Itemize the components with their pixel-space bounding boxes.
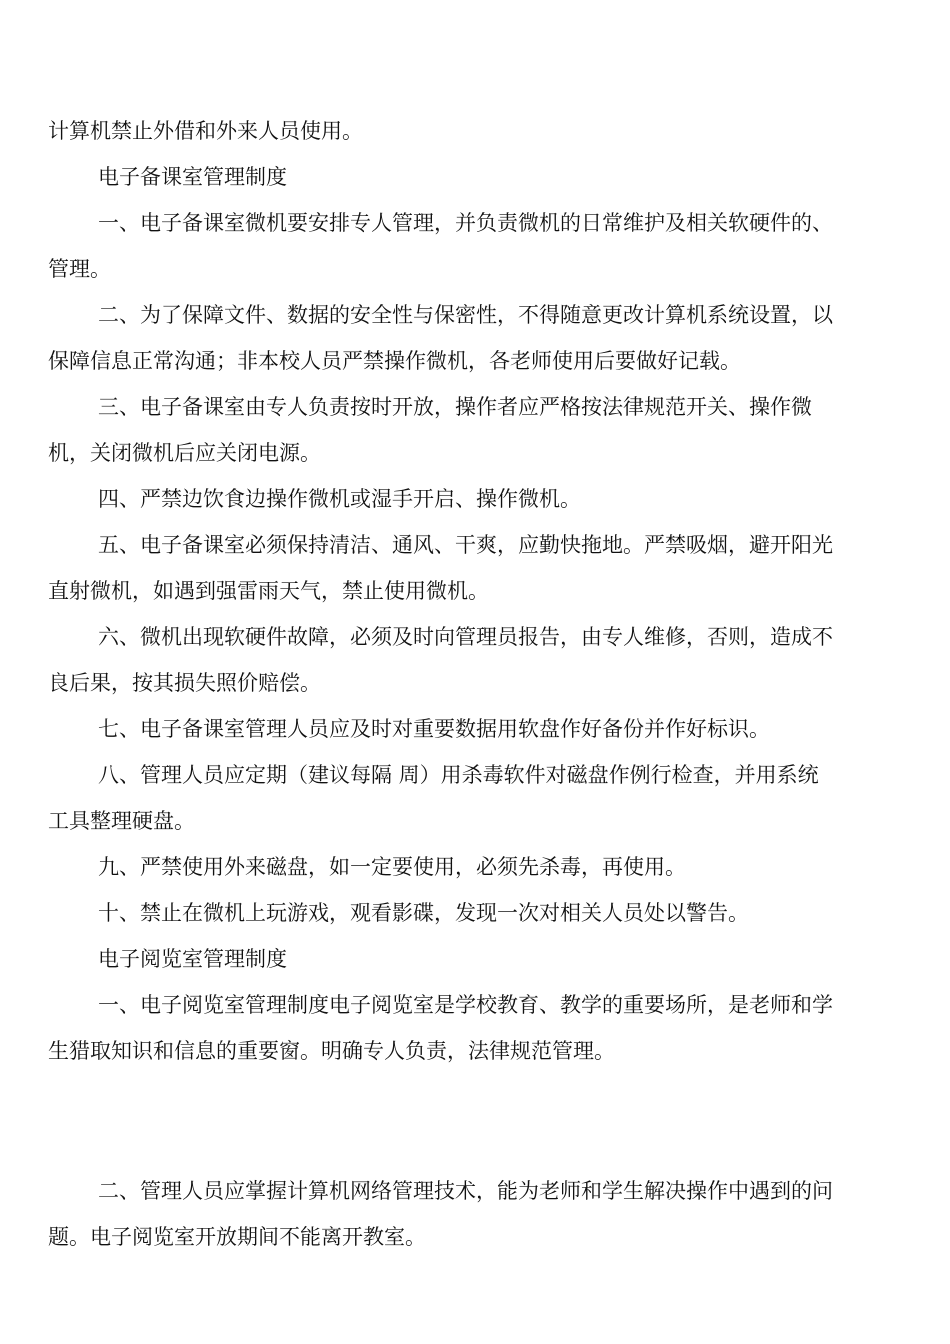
text-line-content: 保障信息正常沟通；非本校人员严禁操作微机，各老师使用后要做好记载。 — [48, 349, 741, 373]
text-line — [0, 622, 950, 652]
text-line-content: 十、禁止在微机上玩游戏，观看影碟，发现一次对相关人员处以警告。 — [98, 901, 749, 925]
section-heading — [0, 162, 950, 192]
text-line — [0, 760, 950, 790]
text-line-content: 一、电子备课室微机要安排专人管理，并负责微机的日常维护及相关软硬件的、 — [98, 211, 833, 235]
text-line-content: 七、电子备课室管理人员应及时对重要数据用软盘作好备份并作好标识。 — [98, 717, 770, 741]
text-line — [0, 576, 950, 606]
text-line-content: 四、严禁边饮食边操作微机或湿手开启、操作微机。 — [98, 487, 581, 511]
text-line-content: 良后果，按其损失照价赔偿。 — [48, 671, 321, 695]
text-line-content: 管理。 — [48, 257, 111, 281]
text-line — [0, 346, 950, 376]
text-line-content: 机，关闭微机后应关闭电源。 — [48, 441, 321, 465]
text-line-content: 生猎取知识和信息的重要窗。明确专人负责，法律规范管理。 — [48, 1039, 615, 1063]
section-heading — [0, 944, 950, 974]
text-line-content: 题。电子阅览室开放期间不能离开教室。 — [48, 1225, 426, 1249]
text-line-content: 一、电子阅览室管理制度电子阅览室是学校教育、教学的重要场所，是老师和学 — [98, 993, 833, 1017]
text-line — [0, 1222, 950, 1252]
text-line-content: 二、管理人员应掌握计算机网络管理技术，能为老师和学生解决操作中遇到的问 — [98, 1179, 833, 1203]
text-line — [0, 1036, 950, 1066]
text-line — [0, 668, 950, 698]
text-line-content: 八、管理人员应定期（建议每隔 周）用杀毒软件对磁盘作例行检查，并用系统 — [98, 763, 819, 787]
section-heading-text: 电子备课室管理制度 — [98, 165, 287, 189]
text-line — [0, 898, 950, 928]
text-line — [0, 990, 950, 1020]
text-line-content: 五、电子备课室必须保持清洁、通风、干爽，应勤快拖地。严禁吸烟，避开阳光 — [98, 533, 833, 557]
text-line — [0, 852, 950, 882]
text-line — [0, 806, 950, 836]
text-line — [0, 530, 950, 560]
text-line — [0, 438, 950, 468]
text-line — [0, 300, 950, 330]
text-line-content: 二、为了保障文件、数据的安全性与保密性，不得随意更改计算机系统设置，以 — [98, 303, 833, 327]
text-line-content: 六、微机出现软硬件故障，必须及时向管理员报告，由专人维修，否则，造成不 — [98, 625, 833, 649]
text-line — [0, 208, 950, 238]
text-line — [0, 484, 950, 514]
text-line-content: 计算机禁止外借和外来人员使用。 — [48, 119, 363, 143]
text-line — [0, 254, 950, 284]
text-line-content: 三、电子备课室由专人负责按时开放，操作者应严格按法律规范开关、操作微 — [98, 395, 812, 419]
section-heading-text: 电子阅览室管理制度 — [98, 947, 287, 971]
text-line — [0, 1176, 950, 1206]
text-line-content: 九、严禁使用外来磁盘，如一定要使用，必须先杀毒，再使用。 — [98, 855, 686, 879]
text-line — [0, 116, 950, 146]
text-line — [0, 392, 950, 422]
text-line-content: 工具整理硬盘。 — [48, 809, 195, 833]
text-line-content: 直射微机，如遇到强雷雨天气，禁止使用微机。 — [48, 579, 489, 603]
text-line — [0, 714, 950, 744]
